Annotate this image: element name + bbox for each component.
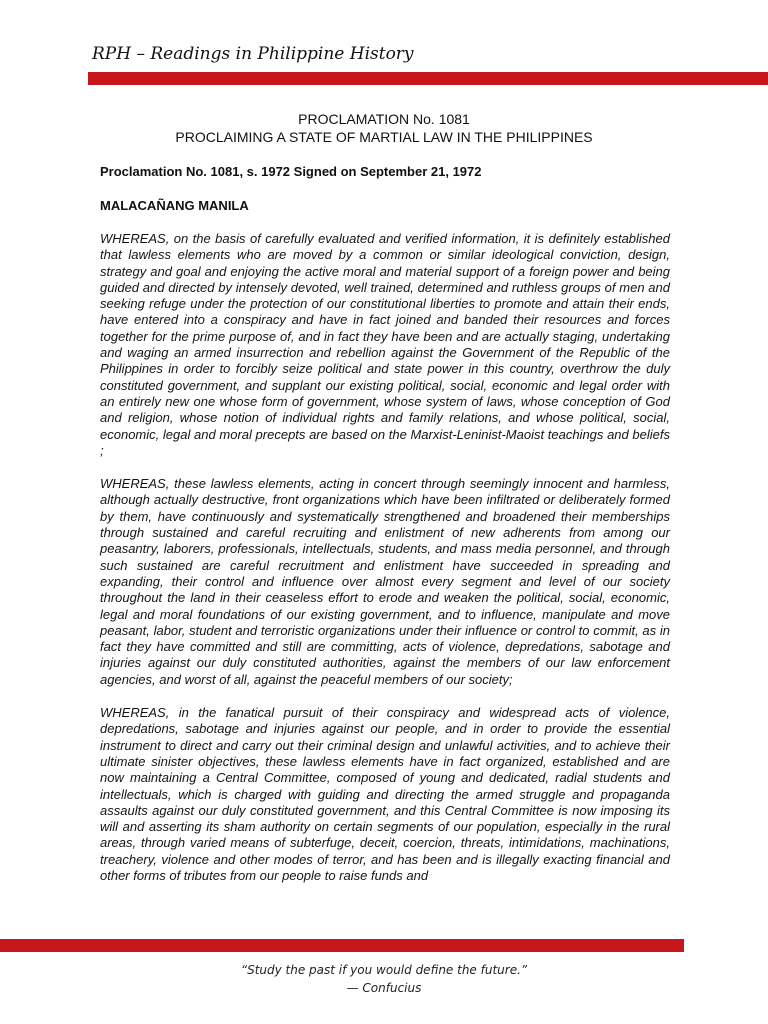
document-subtitle-heading: PROCLAIMING A STATE OF MARTIAL LAW IN THE PHILIPPINES (175, 129, 593, 145)
header-red-band (88, 72, 768, 85)
footer-quote-block (0, 961, 768, 997)
proclamation-signing-info: Proclamation No. 1081, s. 1972 Signed on September 21, 1972 (100, 164, 482, 179)
document-body (100, 231, 670, 901)
footer-red-band (0, 939, 684, 952)
issuing-place: MALACAÑANG MANILA (100, 198, 249, 213)
footer-quote: “Study the past if you would define the future.” (240, 963, 528, 977)
header-title: RPH – Readings in Philippine History (92, 44, 414, 64)
footer-attribution: — Confucius (346, 981, 422, 995)
document-title: PROCLAMATION No. 1081 (298, 111, 470, 127)
paragraph: WHEREAS, these lawless elements, acting in concert through seemingly innocent and harmless, although actually destructive, front organizations which have been infiltrated or deliberately formed by them, have continuously and systematically strengthened and broadened their memberships through sustained and careful recruiting and enlistment of new adherents from among our peasantry, laborers, professionals, intellectuals, students, and mass media personnel, and through such sustained are careful recruitment and enlistment have succeeded in spreading and expanding, their control and influence over almost every segment and level of our society throughout the land in their ceaseless effort to erode and weaken the political, social, economic, legal and moral foundations of our existing government, and to influence, manipulate and move peasant, labor, student and terroristic organizations under their influence or control to commit, as in fact they have committed and still are committing, acts of violence, depredations, sabotage and injuries against our duly constituted authorities, against the members of our law enforcement agencies, and worst of all, against the peaceful members of our society; (100, 476, 670, 687)
paragraph: WHEREAS, in the fanatical pursuit of their conspiracy and widespread acts of violence, depredations, sabotage and injuries against our people, and in order to provide the essential instrument to direct and carry out their criminal design and unlawful activities, and to achieve their ultimate sinister objectives, these lawless elements have in fact organized, established and are now maintaining a Central Committee, composed of young and dedicated, radial students and intellectuals, which is charged with guiding and directing the armed struggle and propaganda assaults against our duly constituted government, and this Central Committee is now imposing its will and asserting its sham authority on certain segments of our population, especially in the rural areas, through varied means of subterfuge, deceit, coercion, threats, intimidations, machinations, treachery, violence and other modes of terror, and has been and is illegally exacting financial and other forms of tributes from our people to raise funds and (100, 705, 670, 883)
document-title-block (100, 110, 668, 146)
paragraph: WHEREAS, on the basis of carefully evaluated and verified information, it is definitely established that lawless elements who are moved by a common or similar ideological conviction, design, strategy and goal and enjoying the active moral and material support of a foreign power and being guided and directed by intensely devoted, well trained, determined and ruthless groups of men and seeking refuge under the protection of our constitutional liberties to promote and attain their ends, have entered into a conspiracy and have in fact joined and banded their resources and forces together for the prime purpose of, and in fact they have been and are actually staging, undertaking and waging an armed insurrection and rebellion against the Government of the Republic of the Philippines in order to forcibly seize political and state power in this country, overthrow the duly constituted government, and supplant our existing political, social, economic and legal order with an entirely new one whose form of government, whose system of laws, whose conception of God and religion, whose notion of individual rights and family relations, and whose political, social, economic, legal and moral precepts are based on the Marxist-Leninist-Maoist teachings and beliefs ; (100, 231, 670, 458)
